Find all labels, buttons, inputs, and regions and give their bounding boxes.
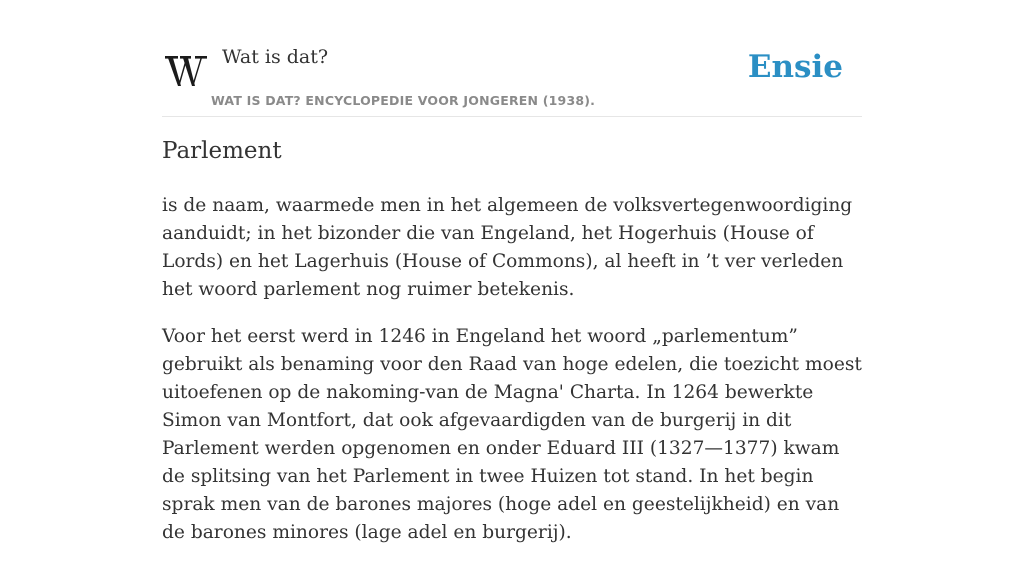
article-paragraph: is de naam, waarmede men in het algemeen de volksvertegenwoordiging aanduidt; in het bizonder die van Engeland, het Hogerhuis (House of Lords) en het Lagerhuis (House of Commons), al heeft in ’t ver verleden het woord parlement nog ruimer betekenis. bbox=[162, 195, 853, 300]
wikisource-w-icon[interactable] bbox=[164, 51, 208, 91]
source-title[interactable]: Wat is dat? bbox=[222, 46, 329, 68]
ensie-logo-link[interactable]: Ensie bbox=[747, 49, 843, 85]
article-body bbox=[162, 192, 862, 566]
source-header bbox=[162, 40, 862, 117]
source-subtitle: WAT IS DAT? ENCYCLOPEDIE VOOR JONGEREN (1938). bbox=[211, 93, 596, 108]
article-paragraph: Voor het eerst werd in 1246 in Engeland het woord „parlementum” gebruikt als benaming voor den Raad van hoge edelen, die toezicht moest uitoefenen op de nakoming-van de Magna' Charta. In 1264 bewerkte Simon van Montfort, dat ook afgevaardigden van de burgerij in dit Parlement werden opgenomen en onder Eduard III (1327—1377) kwam de splitsing van het Parlement in twee Huizen tot stand. In het begin sprak men van de barones majores (hoge adel en geestelijkheid) en van de barones minores (lage adel en burgerij). bbox=[162, 326, 862, 543]
article-title: Parlement bbox=[162, 138, 282, 164]
